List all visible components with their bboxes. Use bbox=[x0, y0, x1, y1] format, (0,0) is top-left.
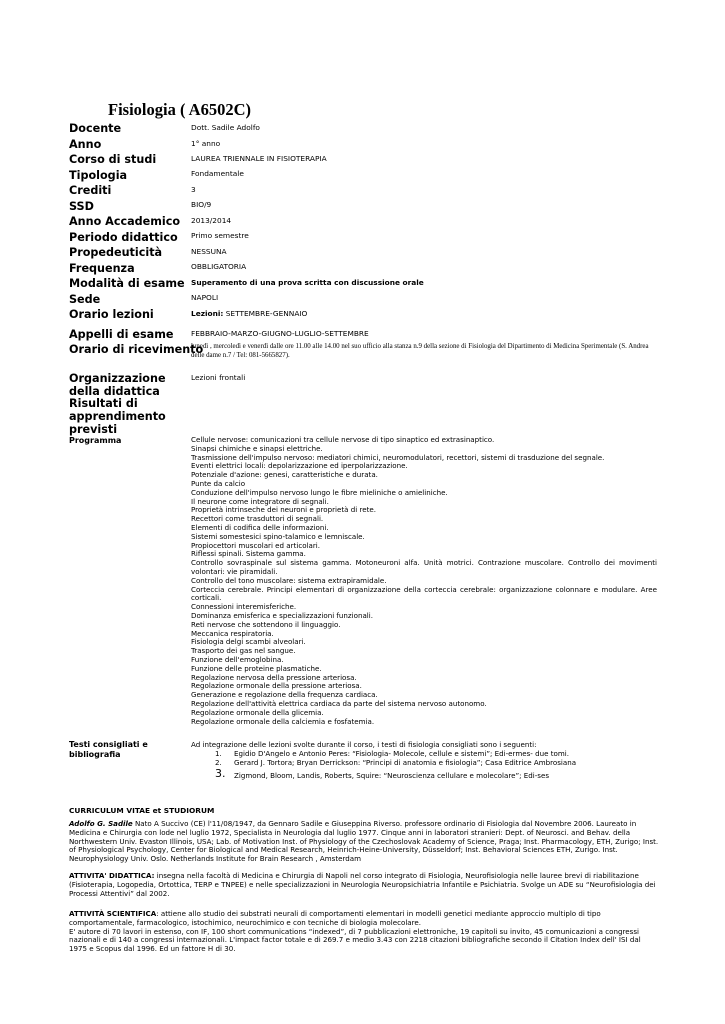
programma-item: Regolazione ormonale della calciemia e fosfatemia. bbox=[191, 716, 375, 726]
cv-scientifica-heading: ATTIVITÀ SCIENTIFICA bbox=[69, 909, 157, 918]
label-orario-di-ricevimento: Orario di ricevimento bbox=[69, 343, 204, 356]
value-ssd: BIO/9 bbox=[191, 200, 212, 209]
programma-item: Proprietà intrinseche dei neuroni e proprietà di rete. bbox=[191, 505, 376, 515]
programma-item: Cellule nervose: comunicazioni tra cellule nervose di tipo sinaptico ed extrasinaptico. bbox=[191, 435, 495, 444]
cv-paragraph-didattica bbox=[69, 872, 659, 898]
reference-item bbox=[191, 767, 661, 781]
label-appelli-di-esame: Appelli di esame bbox=[69, 328, 174, 341]
value-propedeuticita: NESSUNA bbox=[191, 247, 227, 256]
programma-item: Sistemi somestesici spino-talamico e lemniscale. bbox=[191, 531, 365, 541]
programma-item: Connessioni interemisferiche. bbox=[191, 602, 297, 612]
programma-item: Corteccia cerebrale. Principi elementari di organizzazione della corteccia cerebrale: organizzazione colonnare e modulare. Aree corticali. bbox=[191, 584, 657, 603]
label-docente: Docente bbox=[69, 122, 122, 135]
label-risultati-apprendimento: Risultati di apprendimento previsti bbox=[69, 397, 166, 436]
label-ssd: SSD bbox=[69, 200, 94, 213]
value-orario-lezioni-prefix: Lezioni: bbox=[191, 309, 224, 318]
reference-text: Zigmond, Bloom, Landis, Roberts, Squire: “Neuroscienza cellulare e molecolare”; Edi-ses bbox=[234, 771, 550, 781]
reference-text: Gerard J. Tortora; Bryan Derrickson: “Principi di anatomia e fisiologia”; Casa Editrice Ambrosiana bbox=[234, 757, 577, 767]
label-crediti: Crediti bbox=[69, 184, 112, 197]
programma-item: Regolazione nervosa della pressione arteriosa. bbox=[191, 672, 357, 682]
testi-intro: Ad integrazione delle lezioni svolte durante il corso, i testi di fisiologia consigliati sono i seguenti: bbox=[191, 740, 537, 749]
cv-didattica-text: insegna nella facoltà di Medicina e Chirurgia di Napoli nel corso integrato di Fisiologia, Neurofisiologia nelle lauree brevi di riabilitazione (Fisioterapia, Logopedia, Ortottica, TERP e TNPEE) e nelle specializzazioni in Neurologia Neuropsichiatria Infantile e Psichiatria. Svolge un ADE su “Neurofisiologia dei Processi Attentivi” dal 2002. bbox=[69, 871, 656, 898]
label-corso-di-studi: Corso di studi bbox=[69, 153, 157, 166]
reference-number: 1. bbox=[215, 748, 222, 758]
value-anno-accademico: 2013/2014 bbox=[191, 216, 232, 225]
programma-item: Propiocettori muscolari ed articolari. bbox=[191, 540, 321, 550]
cv-bio-text: Nato A Succivo (CE) l'11/08/1947, da Gennaro Sadile e Giuseppina Riverso. professore ordinario di Fisiologia dal Novembre 2006. Laureato in Medicina e Chirurgia con lode nel luglio 1972, Specialista in Neurologia dal luglio 1977. Cinque anni in laboratori stranieri: Dept. of Neurosci. and Behav. della Northwestern Univ. Evaston Illinois, USA; Lab. of Motivation Inst. of Physiology of the Czechoslovak Academy of Science, Praga; Inst. Pharmacology, ETH, Zurigo; Inst. of Physiological Psychology, Center for Biological and Medical Research, Heinrich-Heine-University, Düsseldorf; Inst. Behavioral Sciences ETH, Zurigo. Inst. Neurophysiology Univ. Oslo. Netherlands Institute for Brain Research , Amsterdam bbox=[69, 819, 659, 864]
value-frequenza: OBBLIGATORIA bbox=[191, 262, 247, 271]
reference-item bbox=[191, 759, 661, 768]
value-orario-lezioni-text: SETTEMBRE-GENNAIO bbox=[223, 309, 308, 318]
programma-item: Potenziale d'azione: genesi, caratteristiche e durata. bbox=[191, 470, 378, 480]
programma-item: Trasmissione dell'impulso nervoso: mediatori chimici, neuromodulatori, recettori, sistemi di trasduzione del segnale. bbox=[191, 452, 605, 462]
cv-publications-text: E' autore di 70 lavori in estenso, con IF, 100 short communications “indexed”, di 7 pubblicazioni elettroniche, 19 capitoli su invito, 45 comunicazioni a congressi nazionali e di 140 a congressi internazionali. L'impact factor totale e di 269.7 e medio 3.43 con 2218 citazioni bibliografiche secondo il Citation Index dell' ISI dal 1975 e Scopus dal 1996. Ed un fattore H di 30. bbox=[69, 926, 641, 954]
value-corso-di-studi: LAUREA TRIENNALE IN FISIOTERAPIA bbox=[191, 154, 327, 163]
label-programma: Programma bbox=[69, 436, 122, 445]
value-organizzazione-didattica: Lezioni frontali bbox=[191, 373, 246, 382]
programma-item: Regolazione dell'attività elettrica cardiaca da parte del sistema nervoso autonomo. bbox=[191, 698, 487, 708]
programma-item: Conduzione dell'impulso nervoso lungo le fibre mieliniche o amieliniche. bbox=[191, 487, 448, 497]
programma-item: Recettori come trasduttori di segnali. bbox=[191, 514, 324, 524]
label-periodo-didattico: Periodo didattico bbox=[69, 231, 178, 244]
label-sede: Sede bbox=[69, 293, 101, 306]
cv-paragraph-scientifica bbox=[69, 910, 659, 954]
value-sede: NAPOLI bbox=[191, 293, 219, 302]
label-organizzazione-didattica: Organizzazione della didattica bbox=[69, 372, 166, 398]
label-anno: Anno bbox=[69, 138, 102, 151]
programma-item: Elementi di codifica delle informazioni. bbox=[191, 522, 329, 532]
label-testi-consigliati: Testi consigliati e bibliografia bbox=[69, 740, 148, 759]
value-appelli-di-esame: FEBBRAIO-MARZO-GIUGNO-LUGLIO-SETTEMBRE bbox=[191, 329, 369, 338]
programma-item: Dominanza emisferica e specializzazioni funzionali. bbox=[191, 610, 373, 620]
label-orario-lezioni: Orario lezioni bbox=[69, 308, 154, 321]
programma-item: Funzione delle proteine plasmatiche. bbox=[191, 663, 322, 673]
programma-item: Il neurone come integratore di segnali. bbox=[191, 496, 329, 506]
programma-item: Generazione e regolazione della frequenza cardiaca. bbox=[191, 690, 378, 700]
value-orario-di-ricevimento: lunedì , mercoledì e venerdì dalle ore 11.00 alle 14.00 nel suo ufficio alla stanza n.9 della sezione di Fisiologia del Dipartimento di Medicina Sperimentale (S. Andrea delle dame n.7 / Tel: 081-5665827). bbox=[191, 343, 649, 359]
value-tipologia: Fondamentale bbox=[191, 169, 244, 178]
reference-number: 2. bbox=[215, 757, 222, 767]
value-periodo-didattico: Primo semestre bbox=[191, 231, 249, 240]
value-orario-lezioni bbox=[191, 309, 307, 318]
cv-heading: CURRICULUM VITAE et STUDIORUM bbox=[69, 806, 215, 815]
cv-scientifica-text: : attiene allo studio dei substrati neurali di comportamenti elementari in modelli genetici mediante approccio multiplo di tipo comportamentale, farmacologico, istochimico, neurochimico e con tecniche di biologia molecolare. bbox=[69, 909, 601, 927]
label-frequenza: Frequenza bbox=[69, 262, 135, 275]
value-crediti: 3 bbox=[191, 185, 196, 194]
programma-item: Sinapsi chimiche e sinapsi elettriche. bbox=[191, 443, 323, 453]
testi-consigliati bbox=[191, 741, 661, 781]
programma-item: Reti nervose che sottendono il linguaggio. bbox=[191, 619, 341, 629]
programma-item: Meccanica respiratoria. bbox=[191, 628, 274, 638]
label-anno-accademico: Anno Accademico bbox=[69, 215, 181, 228]
programma-list bbox=[191, 436, 657, 726]
programma-item: Fisiologia delgi scambi alveolari. bbox=[191, 637, 306, 647]
reference-text: Egidio D'Angelo e Antonio Peres: “Fisiologia- Molecole, cellule e sistemi”; Edi-ermes- due tomi. bbox=[234, 748, 570, 758]
label-tipologia: Tipologia bbox=[69, 169, 128, 182]
programma-item: Trasporto dei gas nel sangue. bbox=[191, 646, 296, 656]
programma-item: Controllo sovraspinale sul sistema gamma. Motoneuroni alfa. Unità motrici. Contrazione muscolare. Controllo dei movimenti volontari: vie piramidali. bbox=[191, 558, 657, 576]
cv-paragraph-bio bbox=[69, 820, 659, 864]
value-modalita-di-esame: Superamento di una prova scritta con discussione orale bbox=[191, 278, 424, 287]
reference-number: 3. bbox=[215, 767, 226, 781]
cv-name: Adolfo G. Sadile bbox=[69, 819, 133, 828]
programma-item: Eventi elettrici locali: depolarizzazione ed iperpolarizzazione. bbox=[191, 461, 408, 471]
programma-item: Regolazione ormonale della glicemia. bbox=[191, 707, 324, 717]
programma-item: Punte da calcio bbox=[191, 478, 246, 488]
value-docente: Dott. Sadile Adolfo bbox=[191, 123, 260, 132]
programma-item: Regolazione ormonale della pressione arteriosa. bbox=[191, 681, 362, 691]
programma-item: Riflessi spinali. Sistema gamma. bbox=[191, 549, 306, 559]
programma-item: Funzione dell'emoglobina. bbox=[191, 654, 284, 664]
page-title: Fisiologia ( A6502C) bbox=[108, 100, 251, 119]
programma-item: Controllo del tono muscolare: sistema extrapiramidale. bbox=[191, 575, 387, 585]
cv-didattica-heading: ATTIVITA' DIDATTICA: bbox=[69, 871, 155, 880]
label-modalita-di-esame: Modalità di esame bbox=[69, 277, 185, 290]
value-anno: 1° anno bbox=[191, 139, 221, 148]
label-propedeuticita: Propedeuticità bbox=[69, 246, 163, 259]
